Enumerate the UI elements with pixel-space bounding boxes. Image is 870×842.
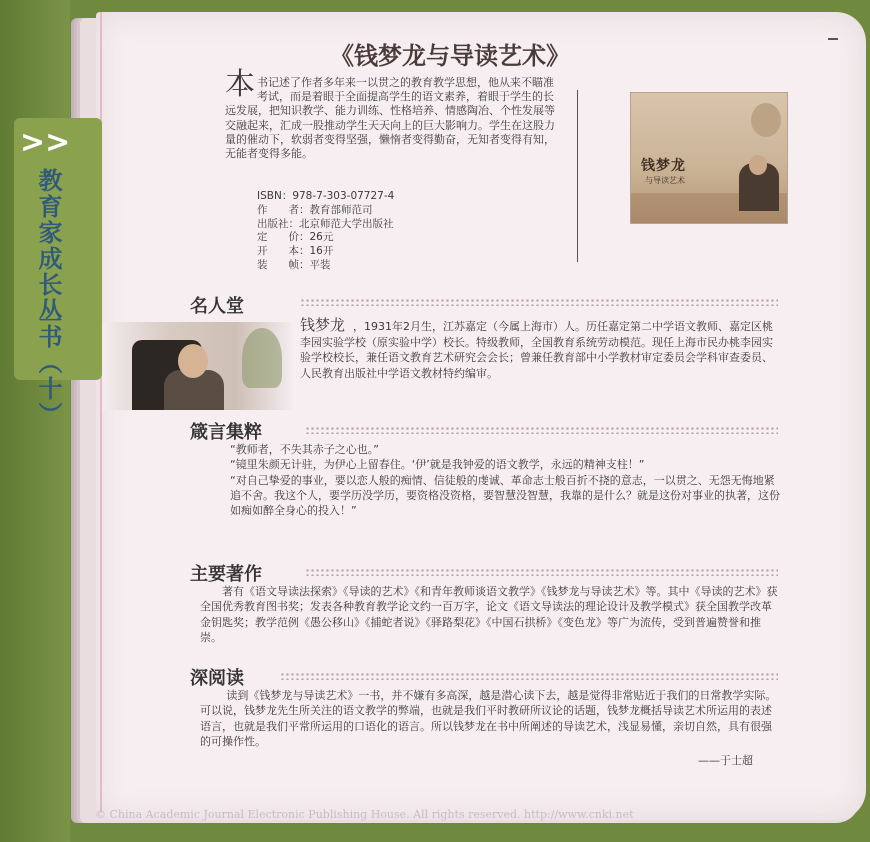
- portrait-face: [178, 344, 208, 378]
- book-title: 《钱梦龙与导读艺术》: [330, 41, 570, 70]
- book-isbn: ISBN：978-7-303-07727-4: [257, 190, 395, 202]
- author-name: 钱梦龙: [300, 316, 346, 334]
- section-heading-celebrity: 名人堂: [190, 296, 244, 317]
- section-dots-celebrity: [300, 298, 778, 306]
- cover-tree-graphic: [751, 103, 781, 137]
- copyright-watermark: © China Academic Journal Electronic Publishing House. All rights reserved. http://www.cnki.net: [95, 808, 634, 821]
- column-divider: [577, 90, 578, 262]
- book-binding: 装 帧：平装: [257, 258, 331, 271]
- cover-title: 钱梦龙: [641, 158, 686, 174]
- cover-subtitle: 与导读艺术: [645, 176, 685, 185]
- author-portrait: [102, 322, 292, 410]
- quote-line: “教师者，不失其赤子之心也。”: [230, 443, 379, 456]
- author-bio-text: ，1931年2月生，江苏嘉定（今属上海市）人。历任嘉定第二中学语文教师、嘉定区桃李园实验学校（原实验中学）校长。特级教师，全国教育系统劳动模范。现任上海市民办桃李园实验学校校长，兼任语文教育艺术研究会会长；曾兼任教育部中小学教材审定委员会学科审查委员、人民教育出版社中学语文教材特约编审。: [300, 320, 774, 380]
- series-title: 教育家成长丛书（十）: [34, 168, 62, 428]
- book-publisher: 出版社：北京师范大学出版社: [257, 217, 394, 230]
- quote-line: “镜里朱颜无计驻，为伊心上留春住。‘伊’就是我钟爱的语文教学，永远的精神支柱！”: [230, 458, 645, 472]
- drop-cap: 本: [225, 67, 255, 102]
- page-corner-mark: [828, 38, 838, 40]
- section-dots-quotes: [305, 426, 778, 434]
- author-bio: [300, 318, 780, 381]
- cover-portrait-face: [749, 155, 767, 175]
- section-dots-reading: [280, 672, 778, 680]
- book-price: 定 价：26元: [257, 231, 334, 244]
- double-chevron-icon: >>: [20, 125, 71, 160]
- reading-text: 读到《钱梦龙与导读艺术》一书，并不嫌有多高深，越是潜心读下去，越是觉得非常贴近于我们的日常教学实际。可以说，钱梦龙先生所关注的语文教学的弊端，也就是我们平时教研所议论的话题，钱梦龙概括导读艺术所运用的表述语言，也就是我们平常所运用的口语化的语言。所以钱梦龙在书中所阐述的导读艺术，浅显易懂，亲切自然，具有很强的可操作性。: [200, 689, 777, 748]
- section-heading-quotes: 箴言集粹: [190, 422, 262, 443]
- section-heading-works: 主要著作: [190, 564, 262, 585]
- quotes-block: [230, 442, 780, 518]
- book-author: 作 者：教育部师范司: [257, 203, 373, 216]
- section-dots-works: [305, 568, 778, 576]
- section-heading-reading: 深阅读: [190, 668, 244, 689]
- book-cover-image: [630, 92, 788, 224]
- review-signature: ——于士超: [698, 754, 753, 767]
- book-intro-text: 书记述了作者多年来一以贯之的教育教学思想，他从来不瞄准考试，而是着眼于全面提高学生的语文素养，着眼于学生的长远发展，把知识教学、能力训练、性格培养、情感陶冶、个性发展等交融起来，汇成一股推动学生天天向上的巨大影响力。学生在这股力量的催动下，软弱者变得坚强，懒惰者变得勤奋，无知者变得有知，无能者变得多能。: [225, 76, 555, 161]
- book-format: 开 本：16开: [257, 245, 334, 258]
- portrait-plant: [242, 328, 282, 388]
- quote-line: “对自己挚爱的事业，要以恋人般的痴情、信徒般的虔诚、革命志士般百折不挠的意志，一以贯之、无怨无悔地紧追不舍。我这个人，要学历没学历，要资格没资格，要智慧没智慧，我靠的是什么？就是这份对事业的执著，这份如痴如醉全身心的投入！”: [230, 473, 780, 518]
- book-info-list: [257, 190, 394, 273]
- works-text: 著有《语文导读法探索》《导读的艺术》《和青年教师谈语文教学》《钱梦龙与导读艺术》等。其中《导读的艺术》获全国优秀教育图书奖；发表各种教育教学论文约一百万字，论文《语文导读法的理论设计及教学模式》获全国教学改革金钥匙奖；教学范例《愚公移山》《捕蛇者说》《驿路梨花》《中国石拱桥》《变色龙》等广为流传，受到普遍赞誉和推崇。: [200, 585, 778, 644]
- book-intro: [225, 67, 560, 161]
